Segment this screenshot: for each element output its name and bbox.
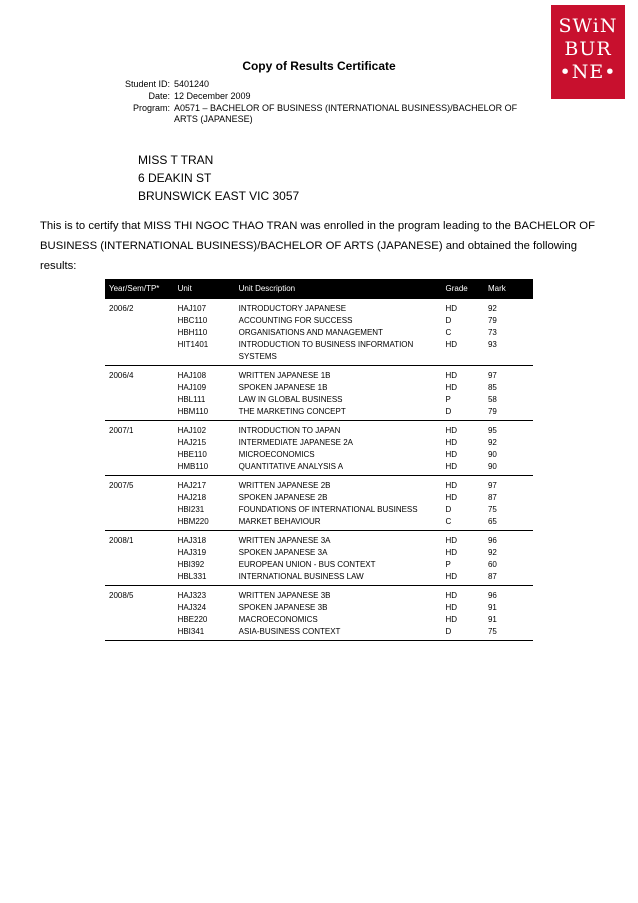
unit-code-cell: HAJ107 — [174, 299, 235, 316]
period-cell — [105, 559, 174, 571]
result-group — [105, 299, 533, 366]
mark-cell: 92 — [487, 438, 497, 447]
period-cell — [105, 437, 174, 449]
grade-cell: HD — [445, 383, 458, 392]
mailing-address — [138, 151, 299, 205]
unit-code-cell: HAJ319 — [177, 548, 207, 557]
period-cell — [105, 602, 174, 614]
period-cell — [105, 382, 174, 394]
period-cell — [105, 339, 174, 366]
address-line: 6 DEAKIN ST — [138, 171, 212, 185]
result-group — [105, 476, 533, 531]
mark-cell: 60 — [487, 560, 497, 569]
grade-cell: HD — [445, 438, 458, 447]
unit-description-cell: ASIA-BUSINESS CONTEXT — [235, 626, 442, 641]
unit-code-cell: HBE110 — [177, 450, 207, 459]
period-cell: 2008/5 — [105, 586, 174, 603]
unit-code-cell: HBM220 — [177, 517, 209, 526]
result-group — [105, 531, 533, 586]
mark-cell: 90 — [487, 462, 497, 471]
grade-cell: C — [445, 517, 452, 526]
unit-description-cell: WRITTEN JAPANESE 3B — [235, 586, 442, 603]
grade-cell: HD — [445, 493, 458, 502]
grade-cell: HD — [445, 450, 458, 459]
mark-cell: 58 — [487, 395, 497, 404]
program-value: A0571 – BACHELOR OF BUSINESS (INTERNATIONAL BUSINESS)/BACHELOR OF ARTS (JAPANESE) — [174, 103, 518, 124]
period-cell — [105, 315, 174, 327]
unit-code-cell: HAJ218 — [177, 493, 207, 502]
swinburne-logo — [551, 5, 625, 99]
table-row — [105, 492, 533, 504]
mark-cell: 91 — [487, 603, 497, 612]
unit-description-cell: MICROECONOMICS — [238, 450, 315, 459]
mark-cell: 96 — [484, 531, 533, 548]
table-row — [105, 339, 533, 366]
period-cell — [105, 547, 174, 559]
mark-cell: 93 — [487, 340, 497, 349]
header-mark: Mark — [484, 279, 533, 299]
result-group — [105, 586, 533, 641]
student-id-label: Student ID: — [124, 79, 170, 89]
table-header-row — [105, 279, 533, 299]
header-period: Year/Sem/TP* — [105, 279, 174, 299]
table-row — [105, 327, 533, 339]
grade-cell: D — [445, 407, 452, 416]
period-cell: 2006/2 — [105, 299, 174, 316]
table-row — [105, 315, 533, 327]
mark-cell: 92 — [484, 299, 533, 316]
unit-description-cell: INTRODUCTION TO BUSINESS INFORMATION SYSTEMS — [238, 340, 414, 361]
grade-cell: C — [445, 328, 452, 337]
period-cell — [105, 492, 174, 504]
address-line: BRUNSWICK EAST VIC 3057 — [138, 189, 300, 203]
unit-code-cell: HBI392 — [177, 560, 205, 569]
result-group — [105, 421, 533, 476]
table-row — [105, 614, 533, 626]
period-cell — [105, 461, 174, 476]
unit-description-cell: SPOKEN JAPANESE 3A — [238, 548, 328, 557]
unit-code-cell: HAJ108 — [174, 366, 235, 383]
unit-code-cell: HMB110 — [177, 462, 209, 471]
period-cell — [105, 626, 174, 641]
period-cell: 2007/5 — [105, 476, 174, 493]
results-table — [105, 279, 533, 641]
unit-code-cell: HAJ323 — [174, 586, 235, 603]
grade-cell: P — [445, 395, 451, 404]
grade-cell: HD — [442, 366, 484, 383]
mark-cell: 97 — [484, 476, 533, 493]
unit-code-cell: HBC110 — [177, 316, 208, 325]
period-cell — [105, 571, 174, 586]
student-id-value: 5401240 — [174, 79, 210, 89]
unit-description-cell: MARKET BEHAVIOUR — [238, 517, 321, 526]
unit-code-cell: HAJ324 — [177, 603, 207, 612]
grade-cell: D — [442, 626, 484, 641]
unit-description-cell: INTERNATIONAL BUSINESS LAW — [238, 572, 364, 581]
unit-code-cell: HBE220 — [177, 615, 208, 624]
unit-code-cell: HAJ102 — [174, 421, 235, 438]
table-row — [105, 516, 533, 531]
period-cell — [105, 449, 174, 461]
grade-cell: HD — [445, 603, 458, 612]
certification-text: This is to certify that MISS THI NGOC THAO TRAN was enrolled in the program leading to the BACHELOR OF BUSINESS (INTERNATIONAL BUSINESS)/BACHELOR OF ARTS (JAPANESE) and obtained the following results: — [40, 220, 595, 272]
unit-description-cell: SPOKEN JAPANESE 2B — [238, 493, 328, 502]
period-cell — [105, 394, 174, 406]
table-row — [105, 406, 533, 421]
unit-code-cell: HAJ217 — [174, 476, 235, 493]
unit-code-cell: HIT1401 — [177, 340, 209, 349]
period-cell: 2006/4 — [105, 366, 174, 383]
table-row — [105, 547, 533, 559]
table-row — [105, 602, 533, 614]
table-row — [105, 504, 533, 516]
unit-description-cell: THE MARKETING CONCEPT — [238, 407, 346, 416]
table-row — [105, 531, 533, 548]
grade-cell: HD — [442, 531, 484, 548]
table-row — [105, 421, 533, 438]
mark-cell: 73 — [487, 328, 497, 337]
grade-cell: HD — [442, 476, 484, 493]
unit-code-cell: HBL111 — [177, 395, 206, 404]
mark-cell: 75 — [484, 626, 533, 641]
unit-code-cell: HAJ215 — [177, 438, 207, 447]
period-cell — [105, 504, 174, 516]
unit-code-cell: HBH110 — [177, 328, 208, 337]
table-row — [105, 571, 533, 586]
mark-cell: 91 — [487, 615, 497, 624]
unit-description-cell: LAW IN GLOBAL BUSINESS — [238, 395, 343, 404]
mark-cell: 85 — [487, 383, 497, 392]
mark-cell: 87 — [487, 572, 497, 581]
page-title: Copy of Results Certificate — [242, 59, 396, 73]
table-row — [105, 626, 533, 641]
table-row — [105, 366, 533, 383]
grade-cell: HD — [445, 340, 458, 349]
mark-cell: 79 — [487, 316, 497, 325]
table-row — [105, 299, 533, 316]
result-group — [105, 366, 533, 421]
program-label: Program: — [132, 103, 170, 113]
mark-cell: 97 — [484, 366, 533, 383]
logo-line-2: BUR — [564, 38, 612, 60]
table-row — [105, 586, 533, 603]
unit-description-cell: WRITTEN JAPANESE 3A — [235, 531, 442, 548]
mark-cell: 75 — [487, 505, 497, 514]
unit-description-cell: INTERMEDIATE JAPANESE 2A — [238, 438, 354, 447]
logo-line-3: •NE• — [559, 61, 617, 83]
date-label: Date: — [148, 91, 170, 101]
grade-cell: HD — [445, 572, 458, 581]
grade-cell: HD — [445, 615, 458, 624]
unit-code-cell: HBM110 — [177, 407, 209, 416]
grade-cell: HD — [442, 299, 484, 316]
mark-cell: 65 — [487, 517, 497, 526]
period-cell — [105, 327, 174, 339]
mark-cell: 95 — [484, 421, 533, 438]
address-line: MISS T TRAN — [138, 153, 214, 167]
header-unit: Unit — [174, 279, 235, 299]
unit-description-cell: WRITTEN JAPANESE 1B — [235, 366, 442, 383]
grade-cell: HD — [442, 586, 484, 603]
table-row — [105, 461, 533, 476]
grade-cell: HD — [445, 462, 458, 471]
mark-cell: 79 — [487, 407, 497, 416]
period-cell — [105, 614, 174, 626]
table-row — [105, 476, 533, 493]
header-description: Unit Description — [235, 279, 442, 299]
unit-code-cell: HAJ109 — [177, 383, 207, 392]
unit-description-cell: QUANTITATIVE ANALYSIS A — [238, 462, 344, 471]
unit-code-cell: HAJ318 — [174, 531, 235, 548]
period-cell: 2008/1 — [105, 531, 174, 548]
header-grade: Grade — [442, 279, 484, 299]
table-row — [105, 449, 533, 461]
unit-description-cell: INTRODUCTORY JAPANESE — [235, 299, 442, 316]
grade-cell: HD — [445, 548, 458, 557]
unit-description-cell: INTRODUCTION TO JAPAN — [235, 421, 442, 438]
grade-cell: HD — [442, 421, 484, 438]
period-cell: 2007/1 — [105, 421, 174, 438]
table-row — [105, 394, 533, 406]
mark-cell: 90 — [487, 450, 497, 459]
unit-description-cell: WRITTEN JAPANESE 2B — [235, 476, 442, 493]
unit-code-cell: HBI341 — [174, 626, 235, 641]
period-cell — [105, 516, 174, 531]
grade-cell: D — [445, 316, 452, 325]
unit-description-cell: MACROECONOMICS — [238, 615, 318, 624]
unit-description-cell: FOUNDATIONS OF INTERNATIONAL BUSINESS — [238, 505, 418, 514]
unit-description-cell: ORGANISATIONS AND MANAGEMENT — [238, 328, 383, 337]
table-row — [105, 559, 533, 571]
mark-cell: 92 — [487, 548, 497, 557]
mark-cell: 96 — [484, 586, 533, 603]
unit-description-cell: SPOKEN JAPANESE 3B — [238, 603, 328, 612]
unit-code-cell: HBI231 — [177, 505, 205, 514]
date-value: 12 December 2009 — [174, 91, 251, 101]
table-row — [105, 382, 533, 394]
unit-code-cell: HBL331 — [177, 572, 207, 581]
logo-line-1: SWiN — [558, 15, 618, 37]
unit-description-cell: SPOKEN JAPANESE 1B — [238, 383, 328, 392]
grade-cell: D — [445, 505, 452, 514]
period-cell — [105, 406, 174, 421]
unit-description-cell: ACCOUNTING FOR SUCCESS — [238, 316, 353, 325]
grade-cell: P — [445, 560, 451, 569]
mark-cell: 87 — [487, 493, 497, 502]
table-row — [105, 437, 533, 449]
unit-description-cell: EUROPEAN UNION - BUS CONTEXT — [238, 560, 376, 569]
